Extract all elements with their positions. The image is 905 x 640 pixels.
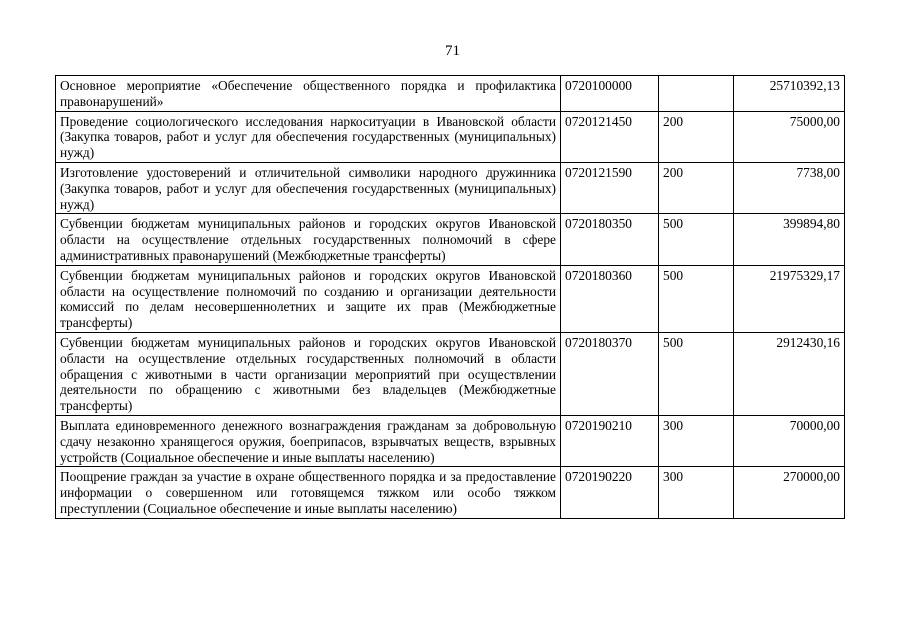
target-code-cell: 0720121450	[561, 111, 659, 162]
amount-cell: 75000,00	[734, 111, 845, 162]
amount-cell: 7738,00	[734, 162, 845, 213]
page-number: 71	[445, 43, 460, 59]
target-code-cell: 0720180370	[561, 332, 659, 415]
table-row	[56, 415, 845, 466]
expense-type-cell: 300	[659, 415, 734, 466]
table-row	[56, 111, 845, 162]
expense-type-cell: 500	[659, 265, 734, 332]
expense-type-cell: 200	[659, 162, 734, 213]
budget-table	[55, 75, 845, 519]
table-row	[56, 332, 845, 415]
target-code-cell: 0720180360	[561, 265, 659, 332]
expense-name-cell: Основное мероприятие «Обеспечение общественного порядка и профилактика правонарушений»	[56, 76, 561, 112]
table-row	[56, 76, 845, 112]
table-row	[56, 162, 845, 213]
expense-type-cell: 300	[659, 467, 734, 518]
expense-name-cell: Субвенции бюджетам муниципальных районов и городских округов Ивановской области на осуществление отдельных государственных полномочий в области обращения с животными в части организации мероприятий при осуществлении деятельности по обращению с животными без владельцев (Межбюджетные трансферты)	[56, 332, 561, 415]
amount-cell: 2912430,16	[734, 332, 845, 415]
amount-cell: 270000,00	[734, 467, 845, 518]
expense-name-cell: Изготовление удостоверений и отличительной символики народного дружинника (Закупка товаров, работ и услуг для обеспечения государственных (муниципальных) нужд)	[56, 162, 561, 213]
expense-name-cell: Проведение социологического исследования наркоситуации в Ивановской области (Закупка товаров, работ и услуг для обеспечения государственных (муниципальных) нужд)	[56, 111, 561, 162]
amount-cell: 25710392,13	[734, 76, 845, 112]
expense-name-cell: Субвенции бюджетам муниципальных районов и городских округов Ивановской области на осуществление отдельных государственных полномочий в сфере административных правонарушений (Межбюджетные трансферты)	[56, 214, 561, 265]
table-row	[56, 467, 845, 518]
expense-type-cell: 200	[659, 111, 734, 162]
expense-name-cell: Поощрение граждан за участие в охране общественного порядка и за предоставление информации о совершенном или готовящемся тяжком или особо тяжком преступлении (Социальное обеспечение и иные выплаты населению)	[56, 467, 561, 518]
amount-cell: 70000,00	[734, 415, 845, 466]
amount-cell: 399894,80	[734, 214, 845, 265]
expense-type-cell: 500	[659, 214, 734, 265]
amount-cell: 21975329,17	[734, 265, 845, 332]
expense-name-cell: Субвенции бюджетам муниципальных районов и городских округов Ивановской области на осуществление полномочий по созданию и организации деятельности комиссий по делам несовершеннолетних и защите их прав (Межбюджетные трансферты)	[56, 265, 561, 332]
target-code-cell: 0720121590	[561, 162, 659, 213]
table-row	[56, 265, 845, 332]
expense-type-cell	[659, 76, 734, 112]
table-row	[56, 214, 845, 265]
target-code-cell: 0720190220	[561, 467, 659, 518]
target-code-cell: 0720180350	[561, 214, 659, 265]
expense-name-cell: Выплата единовременного денежного вознаграждения гражданам за добровольную сдачу незаконно хранящегося оружия, боеприпасов, взрывчатых веществ, взрывных устройств (Социальное обеспечение и иные выплаты населению)	[56, 415, 561, 466]
expense-type-cell: 500	[659, 332, 734, 415]
target-code-cell: 0720100000	[561, 76, 659, 112]
target-code-cell: 0720190210	[561, 415, 659, 466]
